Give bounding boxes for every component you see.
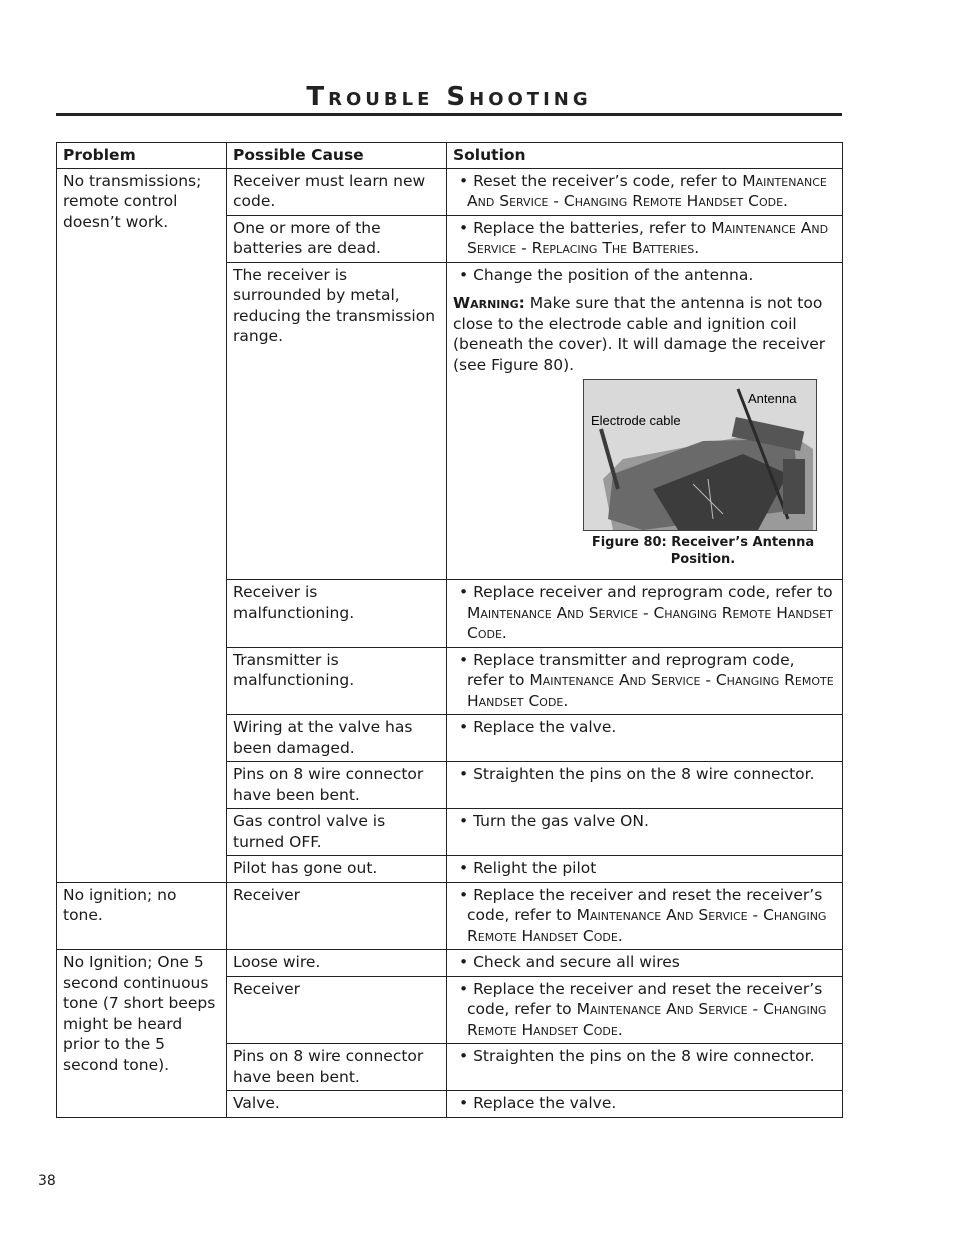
- antenna-label: Antenna: [748, 391, 797, 406]
- table-header-row: [57, 143, 843, 169]
- solution-cell: [447, 215, 843, 262]
- solution-text: • Replace the receiver and reset the receiver’s code, refer to: [459, 885, 823, 924]
- solution-reference: Maintenance And Service - Changing Remote Handset Code.: [467, 603, 833, 642]
- title-rule: [56, 113, 842, 116]
- solution-cell: [447, 976, 843, 1044]
- problem-cell: No transmissions; remote control doesn’t work.: [57, 168, 227, 882]
- header-possible-cause: Possible Cause: [227, 143, 447, 169]
- cause-cell: Wiring at the valve has been damaged.: [227, 715, 447, 762]
- cause-cell: Pilot has gone out.: [227, 856, 447, 883]
- solution-text: • Turn the gas valve ON.: [459, 812, 649, 830]
- solution-reference: Maintenance And Service - Changing Remote Handset Code.: [467, 671, 834, 710]
- solution-cell: [447, 715, 843, 762]
- table-row: [57, 168, 843, 215]
- solution-cell: [447, 580, 843, 648]
- cause-cell: Transmitter is malfunctioning.: [227, 647, 447, 715]
- solution-reference: Maintenance And Service - Replacing The Batteries.: [467, 218, 829, 257]
- solution-cell: [447, 882, 843, 950]
- solution-cell: [447, 1091, 843, 1118]
- table-row: [57, 950, 843, 977]
- cause-cell: Pins on 8 wire connector have been bent.: [227, 1044, 447, 1091]
- page-number: 38: [38, 1173, 56, 1189]
- solution-cell: [447, 809, 843, 856]
- solution-cell: [447, 1044, 843, 1091]
- page-title: Trouble Shooting: [306, 82, 592, 112]
- header-solution: Solution: [447, 143, 843, 169]
- solution-text: • Replace the valve.: [459, 718, 617, 736]
- solution-text: • Straighten the pins on the 8 wire connector.: [459, 1047, 815, 1065]
- cause-cell: One or more of the batteries are dead.: [227, 215, 447, 262]
- solution-text: • Replace transmitter and reprogram code, refer to: [459, 650, 795, 689]
- troubleshooting-table: [56, 142, 843, 1118]
- solution-text: • Reset the receiver’s code, refer to: [459, 171, 743, 190]
- warning-label: Warning:: [453, 294, 525, 312]
- solution-text: • Replace the receiver and reset the receiver’s code, refer to: [459, 979, 823, 1018]
- problem-cell: No Ignition; One 5 second continuous tone (7 short beeps might be heard prior to the 5 second tone).: [57, 950, 227, 1118]
- cause-cell: Pins on 8 wire connector have been bent.: [227, 762, 447, 809]
- solution-reference: Maintenance And Service - Changing Remote Handset Code.: [467, 906, 827, 945]
- figure-caption: Figure 80: Receiver’s Antenna Position.: [591, 535, 815, 567]
- solution-cell: [447, 168, 843, 215]
- warning-text: Make sure that the antenna is not too close to the electrode cable and ignition coil (beneath the cover). It will damage the receiver (see Figure 80).: [453, 294, 826, 374]
- problem-cell: No ignition; no tone.: [57, 882, 227, 950]
- cause-cell: Receiver: [227, 882, 447, 950]
- header-problem: Problem: [57, 143, 227, 169]
- solution-cell: [447, 762, 843, 809]
- cause-cell: Receiver: [227, 976, 447, 1044]
- solution-text: • Change the position of the antenna.: [459, 265, 754, 284]
- solution-text: • Relight the pilot: [459, 859, 597, 877]
- solution-text: • Check and secure all wires: [459, 953, 680, 971]
- solution-cell: [447, 856, 843, 883]
- cause-cell: Receiver is malfunctioning.: [227, 580, 447, 648]
- solution-cell: [447, 262, 843, 580]
- solution-text: • Straighten the pins on the 8 wire connector.: [459, 765, 815, 783]
- electrode-cable-label: Electrode cable: [591, 413, 681, 428]
- cause-cell: Gas control valve is turned OFF.: [227, 809, 447, 856]
- solution-text: • Replace the valve.: [459, 1094, 617, 1112]
- solution-text: • Replace the batteries, refer to: [459, 218, 712, 237]
- cause-cell: Valve.: [227, 1091, 447, 1118]
- solution-reference: Maintenance And Service - Changing Remote Handset Code.: [467, 171, 827, 210]
- warning-paragraph: [453, 293, 836, 375]
- solution-cell: [447, 647, 843, 715]
- table-row: [57, 882, 843, 950]
- solution-cell: [447, 950, 843, 977]
- solution-text: • Replace receiver and reprogram code, refer to: [459, 583, 833, 601]
- figure-80: [583, 379, 823, 568]
- cause-cell: Receiver must learn new code.: [227, 168, 447, 215]
- receiver-antenna-photo: [583, 379, 817, 531]
- solution-reference: Maintenance And Service - Changing Remote Handset Code.: [467, 1000, 827, 1039]
- cause-cell: Loose wire.: [227, 950, 447, 977]
- cause-cell: The receiver is surrounded by metal, reducing the transmission range.: [227, 262, 447, 580]
